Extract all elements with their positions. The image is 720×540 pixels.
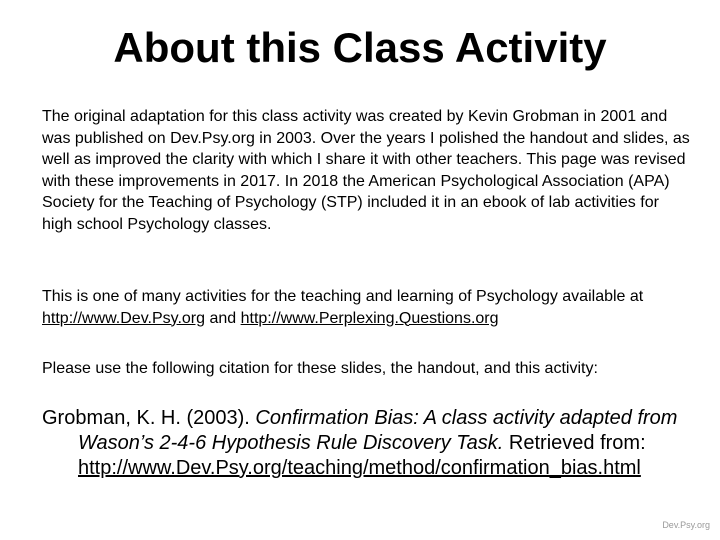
citation-retrieved: Retrieved from:: [503, 432, 646, 454]
citation-instruction: Please use the following citation for these slides, the handout, and this activity:: [42, 360, 598, 377]
resources-and-text: and: [205, 309, 241, 327]
citation-authors-year: Grobman, K. H. (2003).: [42, 407, 256, 429]
resources-text: This is one of many activities for the teaching and learning of Psychology available at: [42, 288, 644, 305]
citation-block: [42, 406, 720, 481]
perplexing-questions-link[interactable]: http://www.Perplexing.Questions.org: [240, 309, 499, 327]
citation-url-link[interactable]: http://www.Dev.Psy.org/teaching/method/confirmation_bias.html: [78, 457, 641, 479]
citation-title: Confirmation Bias: A class activity adapted from Wason’s 2-4-6 Hypothesis Rule Discovery Task.: [78, 407, 678, 454]
history-paragraph: The original adaptation for this class activity was created by Kevin Grobman in 2001 and was published on Dev.Psy.org in 2003. Over the years I polished the handout and slides, as well as improved the clarity with which I share it with other teachers. This page was revised with these improvements in 2017. In 2018 the American Psychological Association (APA) Society for the Teaching of Psychology (STP) included it in an ebook of lab activities for high school Psychology classes.: [42, 108, 690, 233]
resources-paragraph: [42, 286, 692, 329]
footer-watermark: Dev.Psy.org: [662, 520, 710, 530]
devpsy-link[interactable]: http://www.Dev.Psy.org: [42, 309, 206, 327]
page-title: About this Class Activity: [113, 24, 607, 71]
